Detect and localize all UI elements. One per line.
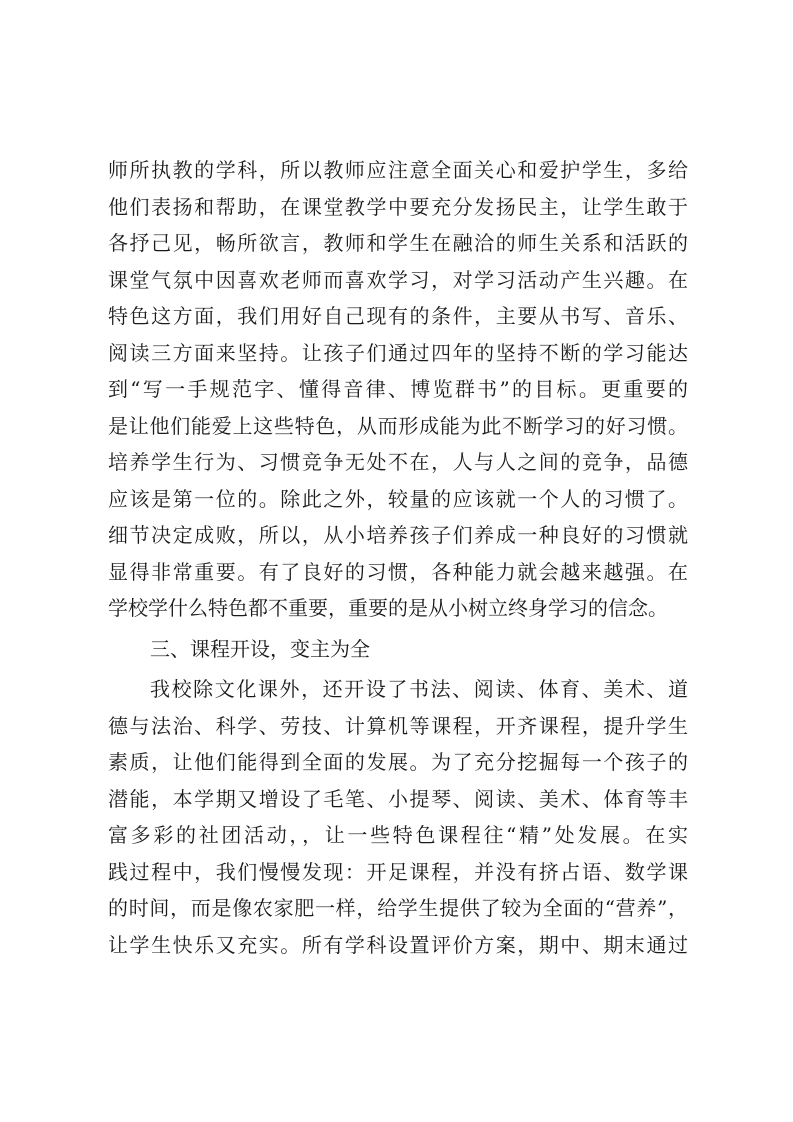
- text-line: 他们表扬和帮助，在课堂教学中要充分发扬民主，让学生敢于: [108, 194, 688, 219]
- text-line: 潜能，本学期又增设了毛笔、小提琴、阅读、美术、体育等丰: [108, 786, 688, 811]
- text-line: 我校除文化课外，还开设了书法、阅读、体育、美术、道: [150, 677, 688, 701]
- text-line: 特色这方面，我们用好自己现有的条件，主要从书写、音乐、: [108, 304, 688, 328]
- text-line: 让学生快乐又充实。所有学科设置评价方案，期中、期末通过: [108, 932, 688, 957]
- text-line: 践过程中，我们慢慢发现：开足课程，并没有挤占语、数学课: [108, 859, 688, 884]
- document-body: [108, 152, 688, 963]
- text-line: 素质，让他们能得到全面的发展。为了充分挖掘每一个孩子的: [108, 750, 688, 774]
- text-line: 是让他们能爱上这些特色，从而形成能为此不断学习的好习惯。: [108, 413, 688, 438]
- text-line: 师所执教的学科，所以教师应注意全面关心和爱护学生，多给: [108, 158, 688, 182]
- text-line: 细节决定成败，所以，从小培养孩子们养成一种良好的习惯就: [108, 523, 688, 547]
- text-line: 的时间，而是像农家肥一样，给学生提供了较为全面的“营养”，: [108, 896, 688, 920]
- paragraph-1: [108, 152, 688, 627]
- paragraph-2: [108, 671, 688, 963]
- text-line: 到“写一手规范字、懂得音律、博览群书”的目标。更重要的: [108, 377, 688, 401]
- text-line: 各抒己见，畅所欲言，教师和学生在融洽的师生关系和活跃的: [108, 231, 688, 255]
- text-line: 德与法治、科学、劳技、计算机等课程，开齐课程，提升学生: [108, 713, 688, 738]
- text-line: 阅读三方面来坚持。让孩子们通过四年的坚持不断的学习能达: [108, 340, 688, 365]
- text-line: 学校学什么特色都不重要，重要的是从小树立终身学习的信念。: [108, 596, 668, 620]
- text-line: 培养学生行为、习惯竞争无处不在，人与人之间的竞争，品德: [108, 450, 688, 474]
- section-heading: 三、课程开设，变主为全: [150, 636, 370, 661]
- text-line: 富多彩的社团活动，，让一些特色课程往“精”处发展。在实: [108, 823, 688, 847]
- text-line: 显得非常重要。有了良好的习惯，各种能力就会越来越强。在: [108, 559, 688, 584]
- text-line: 应该是第一位的。除此之外，较量的应该就一个人的习惯了。: [108, 486, 688, 511]
- text-line: 课堂气氛中因喜欢老师而喜欢学习，对学习活动产生兴趣。在: [108, 267, 688, 292]
